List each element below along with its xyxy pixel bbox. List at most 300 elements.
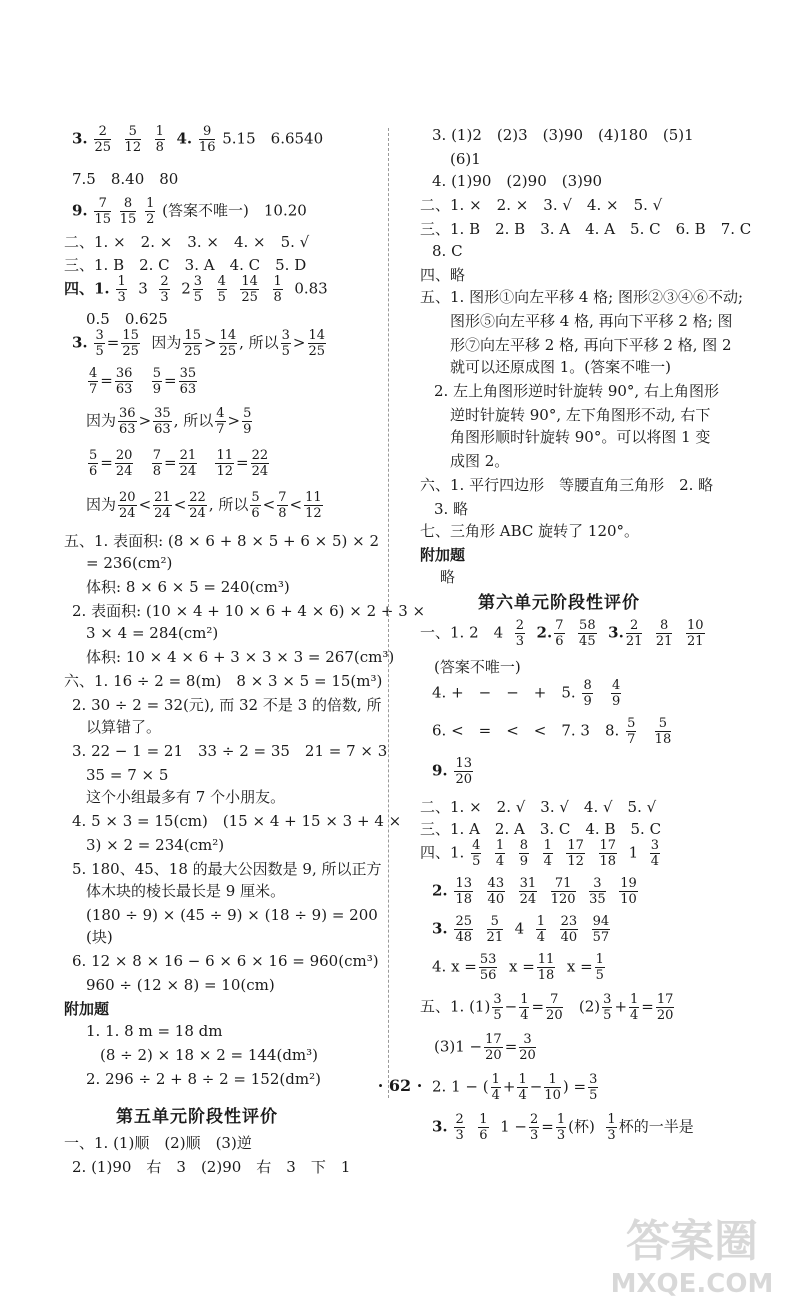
answer-text: 2. 1 − ( <box>432 1077 489 1096</box>
fraction <box>308 328 327 359</box>
denominator: 5 <box>472 854 481 869</box>
item-number: 2. <box>536 623 553 642</box>
answer-text: , 所以 <box>173 411 214 430</box>
denominator: 48 <box>455 930 472 945</box>
fraction <box>519 992 529 1023</box>
answer-text: 3 <box>138 279 148 298</box>
denominator: 4 <box>543 854 552 869</box>
numerator: 19 <box>620 876 637 891</box>
fraction <box>155 124 165 155</box>
denominator: 3 <box>117 290 126 305</box>
answer-line: 略 <box>440 568 456 586</box>
answer-text: < <box>289 495 303 514</box>
numerator: 20 <box>115 448 133 463</box>
denominator: 57 <box>592 930 610 945</box>
denominator: 7 <box>627 732 636 747</box>
answer-line: 3. 22 − 1 = 21 33 ÷ 2 = 35 21 = 7 × 3 <box>72 742 388 760</box>
numerator: 1 <box>155 124 164 139</box>
numerator: 3 <box>193 274 203 289</box>
denominator: 12 <box>216 464 233 479</box>
numerator: 1 <box>273 274 282 289</box>
answer-line: 1. 1. 8 m = 18 dm <box>86 1022 223 1040</box>
denominator: 63 <box>154 422 171 437</box>
numerator: 20 <box>119 490 136 505</box>
fraction <box>479 952 498 983</box>
denominator: 8 <box>155 140 164 155</box>
numerator: 2 <box>530 1112 539 1127</box>
answer-line: 2. 左上角图形逆时针旋转 90°, 右上角图形 <box>434 382 719 400</box>
answer-line <box>64 274 328 305</box>
fraction <box>656 618 673 649</box>
fraction <box>582 678 592 709</box>
numerator: 5 <box>125 124 142 140</box>
numerator: 4 <box>216 406 225 421</box>
fraction <box>454 914 473 945</box>
fraction <box>153 406 172 437</box>
denominator: 20 <box>519 1048 536 1063</box>
fraction <box>242 406 252 437</box>
numerator: 3 <box>650 838 659 853</box>
fraction <box>655 716 672 747</box>
denominator: 7 <box>89 382 98 397</box>
answer-line <box>86 366 199 397</box>
denominator: 24 <box>519 892 537 907</box>
answer-line <box>72 196 307 227</box>
answer-text: (杯) <box>568 1117 595 1136</box>
denominator: 6 <box>251 506 260 521</box>
answer-line: (180 ÷ 9) × (45 ÷ 9) × (18 ÷ 9) = 200 <box>86 906 378 924</box>
item-number: 9. <box>432 761 448 780</box>
numerator: 71 <box>551 876 576 892</box>
numerator: 53 <box>479 952 497 967</box>
denominator: 9 <box>243 422 252 437</box>
item-number: 3. <box>608 623 624 642</box>
numerator: 35 <box>154 406 171 421</box>
fraction <box>115 366 134 397</box>
denominator: 3 <box>530 1128 539 1143</box>
answer-line: 2. (1)90 右 3 (2)90 右 3 下 1 <box>72 1158 351 1176</box>
answer-text: − <box>529 1077 543 1096</box>
numerator: 17 <box>485 1032 502 1047</box>
answer-text: > <box>203 333 217 352</box>
numerator: 31 <box>519 876 537 891</box>
column-divider <box>388 128 389 1098</box>
fraction <box>153 490 172 521</box>
denominator: 4 <box>630 1008 639 1023</box>
denominator: 12 <box>124 140 142 155</box>
fraction <box>589 876 606 907</box>
answer-text: 4. x = <box>432 957 477 976</box>
numerator: 94 <box>592 914 610 929</box>
denominator: 35 <box>589 892 606 907</box>
answer-line <box>432 678 623 709</box>
denominator: 3 <box>556 1128 566 1143</box>
answer-line: 体积: 8 × 6 × 5 = 240(cm³) <box>86 578 290 596</box>
numerator: 1 <box>595 952 604 967</box>
numerator: 3 <box>493 992 502 1007</box>
answer-text: = <box>235 453 249 472</box>
fraction <box>611 678 621 709</box>
numerator: 2 <box>160 274 169 289</box>
answer-text: 杯的一半是 <box>618 1117 694 1136</box>
numerator: 3 <box>589 876 606 892</box>
watermark-url: MXQE.COM <box>610 1269 774 1299</box>
denominator: 25 <box>94 140 111 155</box>
answer-text: 1 <box>628 843 639 862</box>
numerator: 8 <box>656 618 673 634</box>
answer-line: = 236(cm²) <box>86 554 173 572</box>
numerator: 5 <box>487 914 504 930</box>
fraction <box>619 876 638 907</box>
numerator: 11 <box>305 490 322 505</box>
numerator: 8 <box>120 196 137 212</box>
numerator: 4 <box>89 366 98 381</box>
answer-line: 形⑦向左平移 2 格, 再向下平移 2 格, 图 2 <box>450 336 732 354</box>
numerator: 23 <box>560 914 578 929</box>
numerator: 7 <box>152 448 161 463</box>
fraction <box>152 366 162 397</box>
fraction <box>471 838 481 869</box>
denominator: 4 <box>536 930 546 945</box>
fraction <box>592 914 611 945</box>
fraction <box>454 756 473 787</box>
answer-line <box>432 876 640 907</box>
item-number: 四、1. <box>64 279 110 298</box>
denominator: 56 <box>479 968 497 983</box>
fraction <box>179 366 198 397</box>
fraction <box>88 448 98 479</box>
answer-line: 体积: 10 × 4 × 6 + 3 × 3 × 3 = 267(cm³) <box>86 648 395 666</box>
answer-text: 4 <box>514 919 525 938</box>
answer-line: 二、1. × 2. √ 3. √ 4. √ 5. √ <box>420 798 657 816</box>
numerator: 21 <box>179 448 197 463</box>
numerator: 1 <box>146 196 155 211</box>
denominator: 21 <box>625 634 643 649</box>
fraction <box>188 490 207 521</box>
answer-text: > <box>292 333 306 352</box>
answer-text: 一、1. 2 4 <box>420 623 504 642</box>
answer-line: 8. C <box>432 242 463 260</box>
denominator: 20 <box>546 1008 563 1023</box>
fraction <box>626 618 643 649</box>
numerator: 1 <box>607 1112 616 1127</box>
answer-text: = <box>531 997 545 1016</box>
denominator: 3 <box>607 1128 616 1143</box>
numerator: 2 <box>626 618 643 634</box>
answer-line: 2. 30 ÷ 2 = 32(元), 而 32 不是 3 的倍数, 所 <box>72 696 382 714</box>
fraction <box>145 196 155 227</box>
numerator: 8 <box>519 838 529 853</box>
answer-line: 2. 296 ÷ 2 + 8 ÷ 2 = 152(dm²) <box>86 1070 321 1088</box>
answer-line: 2. 表面积: (10 × 4 + 10 × 6 + 4 × 6) × 2 + 3 × <box>72 602 426 620</box>
numerator: 15 <box>184 328 201 343</box>
fraction <box>484 1032 503 1063</box>
numerator: 3 <box>281 328 290 343</box>
numerator: 36 <box>115 366 133 381</box>
answer-text: = <box>641 997 654 1016</box>
numerator: 7 <box>94 196 111 212</box>
denominator: 5 <box>493 1008 502 1023</box>
answer-line <box>420 618 707 649</box>
answer-line: 4. 5 × 3 = 15(cm) (15 × 4 + 15 × 3 + 4 × <box>72 812 402 830</box>
fraction <box>199 124 216 155</box>
answer-line: 五、1. 图形①向左平移 4 格; 图形②③④⑥不动; <box>420 288 744 306</box>
fraction <box>629 992 639 1023</box>
answer-text: 因为 <box>86 495 117 514</box>
numerator: 1 <box>520 992 529 1007</box>
answer-line: 二、1. × 2. × 3. × 4. × 5. √ <box>64 233 310 251</box>
numerator: 2 <box>455 1112 464 1127</box>
fraction <box>519 876 538 907</box>
numerator: 5 <box>251 490 260 505</box>
numerator: 36 <box>119 406 136 421</box>
denominator: 9 <box>583 694 592 709</box>
numerator: 9 <box>199 124 216 140</box>
answer-line: 六、1. 16 ÷ 2 = 8(m) 8 × 3 × 5 = 15(m³) <box>64 672 383 690</box>
denominator: 120 <box>550 892 576 907</box>
denominator: 12 <box>567 854 584 869</box>
numerator: 7 <box>555 618 564 633</box>
denominator: 18 <box>654 732 672 747</box>
fraction <box>560 914 579 945</box>
denominator: 5 <box>603 1008 612 1023</box>
numerator: 11 <box>537 952 555 967</box>
answer-text: 因为 <box>86 411 117 430</box>
denominator: 15 <box>119 212 137 227</box>
fraction <box>118 406 137 437</box>
numerator: 1 <box>491 1072 500 1087</box>
denominator: 21 <box>655 634 673 649</box>
denominator: 25 <box>308 344 326 359</box>
answer-line <box>72 328 328 359</box>
answer-line: 一、1. (1)顺 (2)顺 (3)逆 <box>64 1134 252 1152</box>
numerator: 11 <box>216 448 233 463</box>
answer-line: 0.5 0.625 <box>86 310 168 328</box>
watermark-text: 答案圈 <box>626 1216 758 1267</box>
item-number: 3. <box>432 1117 448 1136</box>
fraction <box>454 876 473 907</box>
denominator: 8 <box>273 290 282 305</box>
denominator: 5 <box>281 344 290 359</box>
answer-line: 35 = 7 × 5 <box>86 766 169 784</box>
fraction <box>554 618 564 649</box>
answer-line: 960 ÷ (12 × 8) = 10(cm) <box>86 976 275 994</box>
denominator: 4 <box>491 1088 500 1103</box>
fraction <box>487 876 506 907</box>
answer-line <box>86 490 325 521</box>
denominator: 8 <box>152 464 161 479</box>
answer-text: 因为 <box>151 333 182 352</box>
answer-line: 四、略 <box>420 266 466 284</box>
numerator: 17 <box>567 838 584 853</box>
fraction <box>219 328 238 359</box>
denominator: 4 <box>495 854 505 869</box>
denominator: 45 <box>579 634 596 649</box>
denominator: 5 <box>217 290 226 305</box>
denominator: 20 <box>455 772 472 787</box>
fraction <box>529 1112 539 1143</box>
numerator: 5 <box>627 716 636 731</box>
fraction <box>183 328 202 359</box>
denominator: 18 <box>455 892 472 907</box>
numerator: 1 <box>495 838 505 853</box>
denominator: 9 <box>519 854 529 869</box>
section-heading: 第五单元阶段性评价 <box>116 1107 278 1127</box>
fraction <box>159 274 169 305</box>
numerator: 5 <box>89 448 98 463</box>
fraction <box>515 618 525 649</box>
answer-text: 0.83 <box>294 279 328 298</box>
fraction <box>88 366 98 397</box>
denominator: 3 <box>455 1128 464 1143</box>
fraction <box>215 448 234 479</box>
answer-text: (3)1 − <box>434 1037 483 1056</box>
answer-line <box>432 716 673 747</box>
item-number: 3. <box>432 919 448 938</box>
denominator: 2 <box>146 212 155 227</box>
answer-text: < <box>138 495 152 514</box>
denominator: 24 <box>119 506 136 521</box>
denominator: 24 <box>154 506 171 521</box>
fraction <box>551 876 576 907</box>
denominator: 10 <box>544 1088 561 1103</box>
answer-text: 6. < = < < 7. 3 8. <box>432 721 620 740</box>
answer-text: 1 − <box>500 1117 527 1136</box>
answer-line <box>432 756 475 787</box>
fraction <box>656 992 675 1023</box>
page-number: · 62 · <box>377 1076 423 1095</box>
answer-text: 2 <box>181 279 191 298</box>
numerator: 5 <box>152 366 161 381</box>
answer-text: > <box>138 411 152 430</box>
denominator: 25 <box>122 344 139 359</box>
denominator: 6 <box>479 1128 488 1143</box>
fraction <box>492 992 502 1023</box>
answer-text: = <box>504 1037 518 1056</box>
fraction <box>120 196 137 227</box>
numerator: 1 <box>536 914 546 929</box>
numerator: 1 <box>518 1072 527 1087</box>
denominator: 63 <box>119 422 136 437</box>
watermark-logo <box>592 1204 792 1300</box>
answer-line: 二、1. × 2. × 3. √ 4. × 5. √ <box>420 196 663 214</box>
numerator: 21 <box>154 490 171 505</box>
fraction <box>94 328 104 359</box>
answer-text: = <box>100 371 113 390</box>
numerator: 25 <box>455 914 472 929</box>
numerator: 4 <box>612 678 621 693</box>
section-label: 附加题 <box>420 546 466 564</box>
item-number: 3. <box>72 129 88 148</box>
answer-text: 五、1. (1) <box>420 997 491 1016</box>
fraction <box>543 838 553 869</box>
answer-line: 3 × 4 = 284(cm²) <box>86 624 219 642</box>
fraction <box>240 274 259 305</box>
answer-line: 3. 略 <box>434 500 469 518</box>
answer-line: (答案不唯一) <box>434 658 521 676</box>
answer-line <box>86 448 271 479</box>
answer-text: = <box>100 453 113 472</box>
fraction <box>152 448 162 479</box>
answer-line: 6. 12 × 8 × 16 − 6 × 6 × 16 = 960(cm³) <box>72 952 379 970</box>
answer-line: (6)1 <box>450 150 481 168</box>
fraction <box>686 618 705 649</box>
denominator: 25 <box>219 344 237 359</box>
answer-line: 五、1. 表面积: (8 × 6 + 8 × 5 + 6 × 5) × 2 <box>64 532 380 550</box>
numerator: 1 <box>117 274 126 289</box>
denominator: 10 <box>620 892 637 907</box>
numerator: 3 <box>95 328 104 343</box>
fraction <box>251 448 270 479</box>
answer-text: < <box>173 495 187 514</box>
answer-line: 三、1. B 2. C 3. A 4. C 5. D <box>64 256 307 274</box>
item-number: 2. <box>432 881 448 900</box>
numerator: 13 <box>455 756 472 771</box>
denominator: 4 <box>650 854 659 869</box>
answer-line: (块) <box>86 928 113 946</box>
fraction <box>536 914 546 945</box>
fraction <box>578 618 597 649</box>
numerator: 1 <box>556 1112 566 1127</box>
answer-text: ) = <box>562 1077 587 1096</box>
denominator: 9 <box>152 382 161 397</box>
answer-text: (答案不唯一) 10.20 <box>162 201 307 220</box>
denominator: 18 <box>537 968 555 983</box>
denominator: 12 <box>305 506 322 521</box>
answer-line: 七、三角形 ABC 旋转了 120°。 <box>420 522 640 540</box>
answer-line: 3. (1)2 (2)3 (3)90 (4)180 (5)1 <box>432 126 694 144</box>
fraction <box>556 1112 566 1143</box>
answer-line: 逆时针旋转 90°, 左下角图形不动, 右下 <box>450 406 711 424</box>
numerator: 35 <box>179 366 197 381</box>
answer-line: 以算错了。 <box>86 718 162 736</box>
fraction <box>250 490 260 521</box>
answer-text: > <box>227 411 241 430</box>
item-number: 9. <box>72 201 88 220</box>
fraction <box>273 274 283 305</box>
answer-text: 四、1. <box>420 843 465 862</box>
answer-text: = <box>164 453 177 472</box>
fraction <box>116 274 126 305</box>
answer-line: 体木块的棱长最长是 9 厘米。 <box>86 882 286 900</box>
answer-line: 7.5 8.40 80 <box>72 170 179 188</box>
answer-text: + <box>614 997 628 1016</box>
denominator: 3 <box>160 290 169 305</box>
answer-text: x = <box>508 957 535 976</box>
denominator: 8 <box>278 506 287 521</box>
answer-line <box>432 914 612 945</box>
denominator: 24 <box>179 464 197 479</box>
numerator: 58 <box>579 618 596 633</box>
numerator: 5 <box>243 406 252 421</box>
fraction <box>495 838 505 869</box>
numerator: 4 <box>217 274 226 289</box>
item-number: 3. <box>72 333 88 352</box>
numerator: 3 <box>519 1032 536 1048</box>
denominator: 5 <box>589 1088 598 1103</box>
fraction <box>650 838 660 869</box>
numerator: 7 <box>546 992 563 1008</box>
section-heading: 第六单元阶段性评价 <box>478 593 640 613</box>
numerator: 1 <box>630 992 639 1007</box>
numerator: 10 <box>687 618 704 633</box>
numerator: 15 <box>122 328 139 343</box>
fraction <box>304 490 323 521</box>
answer-text: (2) <box>578 997 601 1016</box>
denominator: 21 <box>687 634 704 649</box>
answer-line: 这个小组最多有 7 个小朋友。 <box>86 788 286 806</box>
fraction <box>94 124 111 155</box>
